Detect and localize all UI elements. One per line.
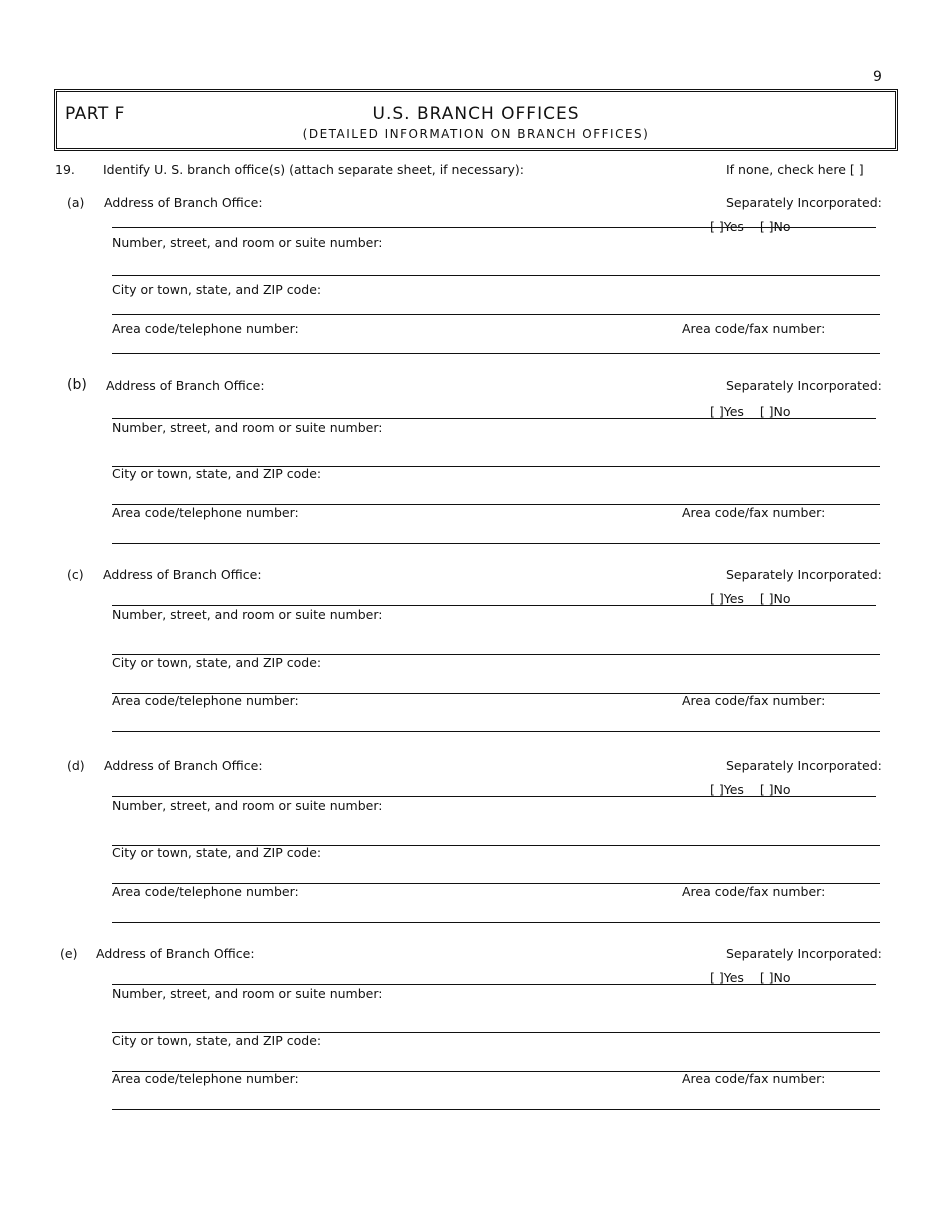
no-checkbox[interactable]: [ ]No bbox=[759, 219, 791, 234]
incorporated-options bbox=[710, 404, 791, 419]
city-line[interactable] bbox=[112, 314, 880, 315]
city-label: City or town, state, and ZIP code: bbox=[112, 282, 322, 297]
branch-section-c bbox=[0, 567, 950, 757]
telephone-label: Area code/telephone number: bbox=[112, 505, 299, 520]
none-checkbox[interactable]: If none, check here [ ] bbox=[726, 162, 864, 177]
street-line[interactable] bbox=[112, 275, 880, 276]
branch-letter: (b) bbox=[67, 377, 87, 393]
telephone-label: Area code/telephone number: bbox=[112, 693, 299, 708]
separately-incorporated-label: Separately Incorporated: bbox=[726, 946, 882, 961]
separately-incorporated-label: Separately Incorporated: bbox=[726, 567, 882, 582]
no-checkbox[interactable]: [ ]No bbox=[759, 591, 791, 606]
telephone-label: Area code/telephone number: bbox=[112, 321, 299, 336]
street-label: Number, street, and room or suite number: bbox=[112, 798, 383, 813]
telephone-label: Area code/telephone number: bbox=[112, 1071, 299, 1086]
branch-section-a bbox=[0, 195, 950, 385]
city-label: City or town, state, and ZIP code: bbox=[112, 845, 322, 860]
address-label: Address of Branch Office: bbox=[106, 378, 265, 393]
no-checkbox[interactable]: [ ]No bbox=[759, 970, 791, 985]
city-label: City or town, state, and ZIP code: bbox=[112, 466, 322, 481]
street-label: Number, street, and room or suite number: bbox=[112, 607, 383, 622]
address-line[interactable] bbox=[112, 418, 876, 419]
page-title: U.S. BRANCH OFFICES bbox=[372, 104, 580, 124]
street-label: Number, street, and room or suite number: bbox=[112, 235, 383, 250]
city-label: City or town, state, and ZIP code: bbox=[112, 1033, 322, 1048]
part-label: PART F bbox=[65, 104, 125, 124]
incorporated-options bbox=[710, 591, 791, 606]
address-label: Address of Branch Office: bbox=[104, 195, 263, 210]
fax-label: Area code/fax number: bbox=[682, 505, 826, 520]
no-checkbox[interactable]: [ ]No bbox=[759, 404, 791, 419]
incorporated-options bbox=[710, 782, 791, 797]
street-label: Number, street, and room or suite number: bbox=[112, 986, 383, 1001]
phone-fax-line[interactable] bbox=[112, 731, 880, 732]
fax-label: Area code/fax number: bbox=[682, 1071, 826, 1086]
separately-incorporated-label: Separately Incorporated: bbox=[726, 758, 882, 773]
page-number: 9 bbox=[873, 69, 882, 85]
phone-fax-line[interactable] bbox=[112, 922, 880, 923]
yes-checkbox[interactable]: [ ]Yes bbox=[710, 404, 744, 419]
fax-label: Area code/fax number: bbox=[682, 693, 826, 708]
branch-letter: (a) bbox=[67, 195, 85, 210]
address-label: Address of Branch Office: bbox=[104, 758, 263, 773]
branch-section-d bbox=[0, 758, 950, 948]
incorporated-options bbox=[710, 970, 791, 985]
city-label: City or town, state, and ZIP code: bbox=[112, 655, 322, 670]
address-line[interactable] bbox=[112, 796, 876, 797]
question-number: 19. bbox=[55, 162, 75, 177]
branch-letter: (e) bbox=[60, 946, 78, 961]
yes-checkbox[interactable]: [ ]Yes bbox=[710, 782, 744, 797]
address-line[interactable] bbox=[112, 605, 876, 606]
page-subtitle: (DETAILED INFORMATION ON BRANCH OFFICES) bbox=[302, 127, 650, 141]
question-text: Identify U. S. branch office(s) (attach separate sheet, if necessary): bbox=[103, 162, 525, 177]
branch-letter: (c) bbox=[67, 567, 84, 582]
fax-label: Area code/fax number: bbox=[682, 321, 826, 336]
yes-checkbox[interactable]: [ ]Yes bbox=[710, 970, 744, 985]
no-checkbox[interactable]: [ ]No bbox=[759, 782, 791, 797]
address-line[interactable] bbox=[112, 227, 876, 228]
telephone-label: Area code/telephone number: bbox=[112, 884, 299, 899]
branch-letter: (d) bbox=[67, 758, 85, 773]
address-label: Address of Branch Office: bbox=[96, 946, 255, 961]
street-label: Number, street, and room or suite number: bbox=[112, 420, 383, 435]
separately-incorporated-label: Separately Incorporated: bbox=[726, 378, 882, 393]
phone-fax-line[interactable] bbox=[112, 1109, 880, 1110]
yes-checkbox[interactable]: [ ]Yes bbox=[710, 591, 744, 606]
phone-fax-line[interactable] bbox=[112, 543, 880, 544]
separately-incorporated-label: Separately Incorporated: bbox=[726, 195, 882, 210]
fax-label: Area code/fax number: bbox=[682, 884, 826, 899]
yes-checkbox[interactable]: [ ]Yes bbox=[710, 219, 744, 234]
address-label: Address of Branch Office: bbox=[103, 567, 262, 582]
phone-fax-line[interactable] bbox=[112, 353, 880, 354]
branch-section-b bbox=[0, 378, 950, 568]
address-line[interactable] bbox=[112, 984, 876, 985]
branch-section-e bbox=[0, 946, 950, 1136]
